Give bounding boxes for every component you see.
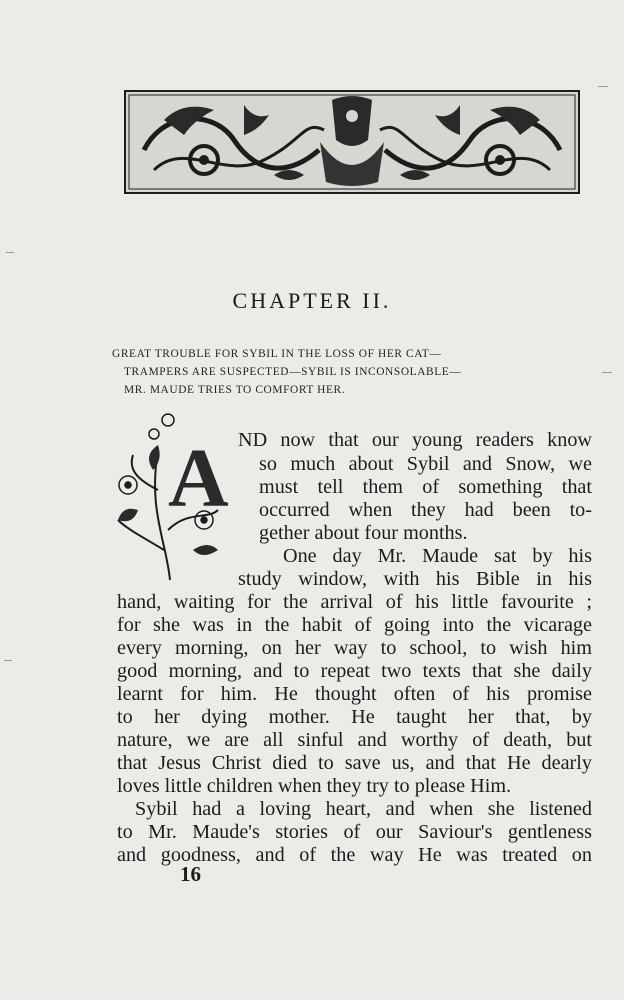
text-line: One day Mr. Maude sat by his <box>283 545 592 567</box>
text-line: gether about four months. <box>259 522 468 544</box>
text-line: that Jesus Christ died to save us, and that He dearly <box>117 752 592 774</box>
scan-mark <box>6 252 14 253</box>
text-line: and goodness, and of the way He was treated on <box>117 844 592 866</box>
text-line: hand, waiting for the arrival of his little favourite ; <box>117 591 592 613</box>
text-line: Sybil had a loving heart, and when she listened <box>135 798 592 820</box>
text-line: learnt for him. He thought often of his promise <box>117 683 592 705</box>
text-line: for she was in the habit of going into the vicarage <box>117 614 592 636</box>
text-line: good morning, and to repeat two texts that she daily <box>117 660 592 682</box>
text-line: must tell them of something that <box>259 476 592 498</box>
text-line: ND now that our young readers know <box>238 429 592 451</box>
drop-cap-letter: A <box>168 432 229 525</box>
text-line: every morning, on her way to school, to wish him <box>117 637 592 659</box>
scan-mark <box>602 372 612 373</box>
summary-line: GREAT TROUBLE FOR SYBIL IN THE LOSS OF HER CAT— <box>112 348 442 360</box>
scan-mark <box>598 86 608 87</box>
summary-line: TRAMPERS ARE SUSPECTED—SYBIL IS INCONSOLABLE— <box>124 366 462 378</box>
scan-mark <box>4 660 12 661</box>
text-line: to Mr. Maude's stories of our Saviour's gentleness <box>117 821 592 843</box>
text-line: occurred when they had been to- <box>259 499 592 521</box>
text-line: loves little children when they try to please Him. <box>117 775 512 797</box>
chapter-title: CHAPTER II. <box>232 288 392 313</box>
text-line: so much about Sybil and Snow, we <box>259 453 592 475</box>
page-number: 16 <box>180 862 201 886</box>
summary-line: MR. MAUDE TRIES TO COMFORT HER. <box>124 384 346 396</box>
text-line: to her dying mother. He taught her that, by <box>117 706 592 728</box>
text-line: nature, we are all sinful and worthy of death, but <box>117 729 592 751</box>
text-line: study window, with his Bible in his <box>238 568 592 590</box>
